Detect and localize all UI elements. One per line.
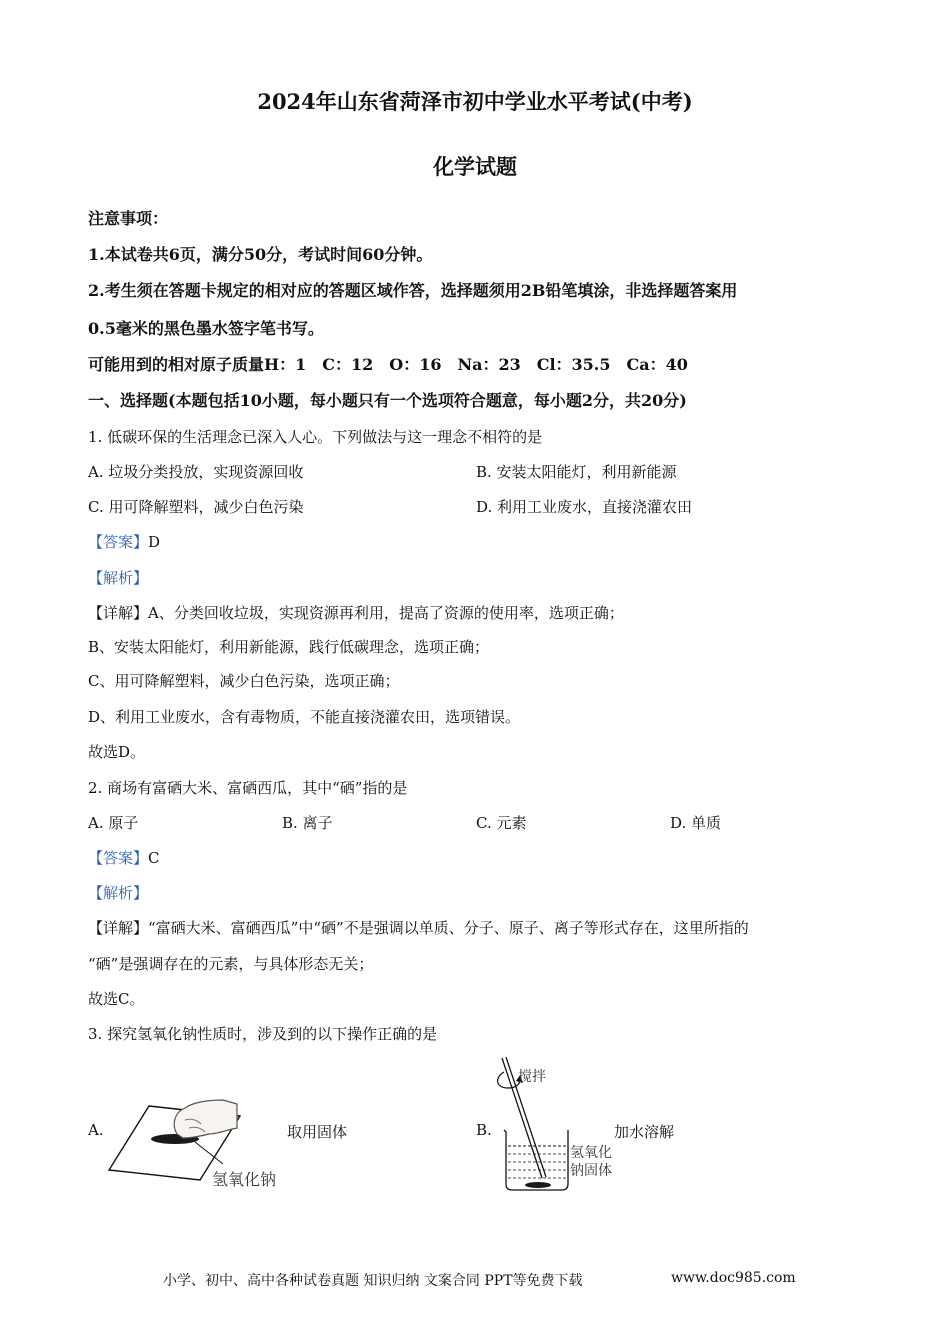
q1-analysis-tag: 【解析】: [88, 569, 149, 587]
notice-line-1: 1.本试卷共6页，满分50分，考试时间60分钟。: [88, 245, 433, 264]
q1-option-d: D. 利用工业废水，直接浇灌农田: [476, 498, 693, 516]
q1-answer-line: [88, 531, 160, 552]
answer-tag: 【答案】: [88, 849, 149, 867]
page-title: 2024年山东省菏泽市初中学业水平考试(中考): [257, 89, 693, 114]
section-1-heading: 一、选择题(本题包括10小题，每小题只有一个选项符合题意，每小题2分，共20分): [88, 391, 687, 410]
atomic-mass-line: 可能用到的相对原子质量H：1 C：12 O：16 Na：23 Cl：35.5 Ca：40: [88, 355, 688, 374]
notice-line-2b: 0.5毫米的黑色墨水签字笔书写。: [88, 319, 324, 338]
q3-option-b-letter: B.: [476, 1121, 492, 1139]
q3-option-b-caption: 加水溶解: [614, 1123, 675, 1141]
q2-conclusion: 故选C。: [88, 990, 145, 1008]
solid-label-line-1: 氢氧化: [570, 1145, 612, 1161]
detail-tag: 【详解】: [88, 604, 149, 622]
solid-label-line-2: 钠固体: [570, 1163, 612, 1179]
q2-analysis-tag: 【解析】: [88, 884, 149, 902]
q3-option-a-caption: 取用固体: [287, 1123, 348, 1141]
footer-text: 小学、初中、高中各种试卷真题 知识归纳 文案合同 PPT等免费下载: [163, 1273, 583, 1289]
q2-option-c: C. 元素: [476, 814, 527, 832]
detail-tag: 【详解】: [88, 919, 149, 937]
q1-stem: 1. 低碳环保的生活理念已深入人心。下列做法与这一理念不相符的是: [88, 428, 543, 446]
answer-tag: 【答案】: [88, 533, 149, 551]
q1-detail-4: D、利用工业废水，含有毒物质，不能直接浇灌农田，选项错误。: [88, 708, 521, 726]
q2-detail-line-1: [88, 917, 749, 938]
sodium-hydroxide-label: 氢氧化钠: [212, 1170, 277, 1189]
notice-heading: 注意事项：: [88, 209, 169, 228]
footer-url[interactable]: www.doc985.com: [671, 1270, 796, 1286]
q3-stem: 3. 探究氢氧化钠性质时，涉及到的以下操作正确的是: [88, 1025, 438, 1043]
q1-option-c: C. 用可降解塑料，减少白色污染: [88, 498, 304, 516]
q1-detail-line-1: [88, 602, 624, 623]
q1-detail-3: C、用可降解塑料，减少白色污染，选项正确；: [88, 672, 400, 690]
q2-option-d: D. 单质: [670, 814, 722, 832]
solid-pile: [525, 1182, 551, 1188]
q2-option-a: A. 原子: [88, 814, 139, 832]
q2-detail-2: “硒”是强调存在的元素，与具体形态无关；: [88, 955, 374, 973]
q1-option-b: B. 安装太阳能灯，利用新能源: [476, 463, 677, 481]
q1-option-a: A. 垃圾分类投放，实现资源回收: [88, 463, 304, 481]
notice-line-2a: 2.考生须在答题卡规定的相对应的答题区域作答，选择题须用2B铅笔填涂，非选择题答案用: [88, 281, 738, 300]
q2-answer: C: [148, 849, 160, 867]
q3-option-a-letter: A.: [88, 1121, 104, 1139]
q2-option-b: B. 离子: [282, 814, 333, 832]
q2-detail-1: “富硒大米、富硒西瓜”中“硒”不是强调以单质、分子、原子、离子等形式存在，这里所指的: [148, 919, 749, 937]
q1-detail-1: A、分类回收垃圾，实现资源再利用，提高了资源的使用率，选项正确；: [148, 604, 624, 622]
q1-detail-2: B、安装太阳能灯，利用新能源，践行低碳理念，选项正确；: [88, 638, 490, 656]
stir-label: 搅拌: [518, 1069, 546, 1085]
q1-conclusion: 故选D。: [88, 743, 146, 761]
page-subtitle: 化学试题: [433, 154, 517, 179]
q1-answer: D: [148, 533, 161, 551]
q2-answer-line: [88, 847, 160, 868]
q2-stem: 2. 商场有富硒大米、富硒西瓜，其中“硒”指的是: [88, 779, 408, 797]
